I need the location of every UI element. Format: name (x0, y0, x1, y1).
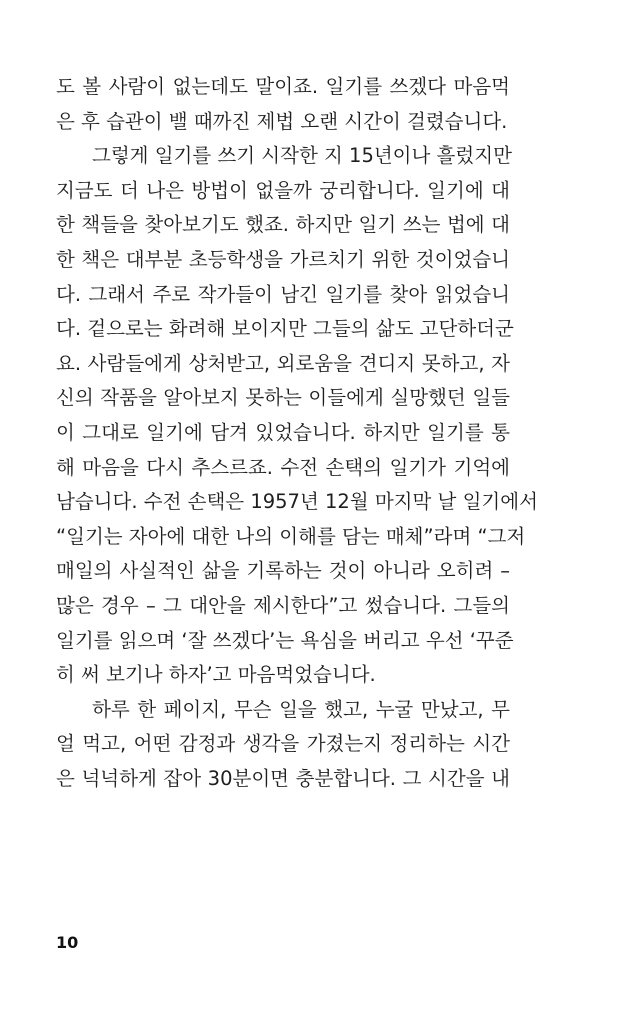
text-line: 한 책은 대부분 초등학생을 가르치기 위한 것이었습니 (56, 247, 510, 271)
text-line: 히 써 보기나 하자’고 마음먹었습니다. (56, 663, 376, 687)
text-line: “일기는 자아에 대한 나의 이해를 담는 매체”라며 “그저 (56, 524, 526, 548)
text-line: 다. 그래서 주로 작가들이 남긴 일기를 찾아 읽었습니 (56, 282, 510, 306)
text-line: 은 넉넉하게 잡아 30분이면 충분합니다. 그 시간을 내 (56, 766, 510, 790)
text-line: 남습니다. 수전 손택은 1957년 12월 마지막 날 일기에서 (56, 490, 538, 514)
text-line: 은 후 습관이 밸 때까진 제법 오랜 시간이 걸렸습니다. (56, 109, 508, 133)
text-line: 다. 겉으로는 화려해 보이지만 그들의 삶도 고단하더군 (56, 317, 514, 341)
text-line: 도 볼 사람이 없는데도 말이죠. 일기를 쓰겠다 마음먹 (56, 75, 510, 98)
text-line: 많은 경우 – 그 대안을 제시한다”고 썼습니다. 그들의 (56, 593, 510, 617)
text-line: 그렇게 일기를 쓰기 시작한 지 15년이나 흘렀지만 (92, 144, 512, 168)
text-line: 지금도 더 나은 방법이 없을까 궁리합니다. 일기에 대 (56, 178, 510, 202)
text-line: 얼 먹고, 어떤 감정과 생각을 가졌는지 정리하는 시간 (56, 732, 510, 756)
text-line: 하루 한 페이지, 무슨 일을 했고, 누굴 만났고, 무 (92, 697, 510, 721)
text-line: 매일의 사실적인 삶을 기록하는 것이 아니라 오히려 – (56, 559, 510, 583)
text-line: 한 책들을 찾아보기도 했죠. 하지만 일기 쓰는 법에 대 (56, 213, 510, 237)
page-number: 10 (56, 933, 79, 952)
text-line: 신의 작품을 알아보지 못하는 이들에게 실망했던 일들 (56, 386, 510, 410)
text-line: 요. 사람들에게 상처받고, 외로움을 견디지 못하고, 자 (56, 351, 510, 375)
text-line: 이 그대로 일기에 담겨 있었습니다. 하지만 일기를 통 (56, 420, 510, 444)
body-text (56, 70, 538, 796)
text-line: 해 마음을 다시 추스르죠. 수전 손택의 일기가 기억에 (56, 455, 510, 479)
text-line: 일기를 읽으며 ‘잘 쓰겠다’는 욕심을 버리고 우선 ‘꾸준 (56, 628, 514, 652)
